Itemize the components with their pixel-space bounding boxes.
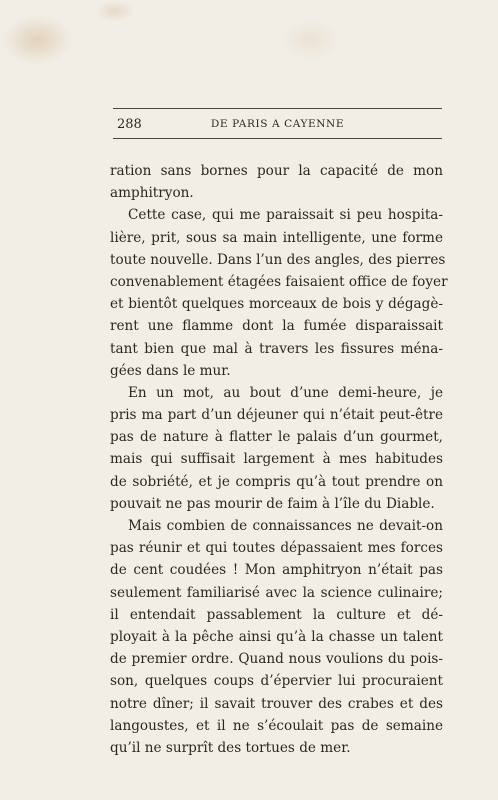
text-line: notre dîner; il savait trouver des crabes et des — [110, 695, 443, 712]
text-line: pas réunir et qui toutes dépassaient mes forces — [110, 540, 443, 557]
text-line: ployait à la pêche ainsi qu’à la chasse un talent — [110, 628, 443, 645]
header-rule-bottom — [113, 138, 442, 139]
running-title: DE PARIS A CAYENNE — [210, 118, 345, 130]
text-line: ration sans bornes pour la capacité de mon — [110, 163, 443, 179]
body-text — [110, 160, 448, 759]
text-line: il entendait passablement la culture et dé- — [110, 606, 443, 623]
text-line: pris ma part d’un déjeuner qui n’était peut-être — [110, 407, 443, 424]
text-line: tant bien que mal à travers les fissures ména- — [110, 340, 443, 357]
page-number: 288 — [117, 117, 142, 132]
text-line: lière, prit, sous sa main intelligente, une forme — [110, 229, 443, 246]
header-rule-top — [113, 108, 442, 109]
text-line: de sobriété, et je compris qu’à tout prendre on — [110, 473, 443, 490]
text-line: Cette case, qui me paraissait si peu hospita- — [128, 207, 443, 224]
text-line: de cent coudées ! Mon amphitryon n’était pas — [110, 562, 443, 579]
text-line: convenablement étagées faisaient office de foyer — [110, 273, 448, 290]
text-line: langoustes, et il ne s’écoulait pas de semaine — [110, 717, 443, 734]
text-line: gées dans le mur. — [110, 362, 231, 379]
text-line: pouvait ne pas mourir de faim à l’île du Diable. — [110, 495, 435, 512]
text-line: pas de nature à flatter le palais d’un gourmet, — [110, 429, 443, 446]
text-line: mais qui suffisait largement à mes habitudes — [110, 451, 443, 468]
text-line: et bientôt quelques morceaux de bois y dégagè- — [110, 296, 443, 313]
text-line: toute nouvelle. Dans l’un des angles, des pierres — [110, 251, 446, 268]
text-line: seulement familiarisé avec la science culinaire; — [110, 584, 443, 601]
text-line: Mais combien de connaissances ne devait-on — [128, 518, 443, 534]
text-line: amphitryon. — [110, 185, 194, 202]
text-line: de premier ordre. Quand nous voulions du pois- — [110, 651, 443, 668]
text-line: En un mot, au bout d’une demi-heure, je — [128, 384, 443, 401]
text-line: son, quelques coups d’épervier lui procuraient — [110, 673, 443, 690]
text-line: qu’il ne surprît des tortues de mer. — [110, 739, 351, 756]
running-header — [113, 115, 442, 135]
text-line: rent une flamme dont la fumée disparaissait — [110, 318, 443, 335]
